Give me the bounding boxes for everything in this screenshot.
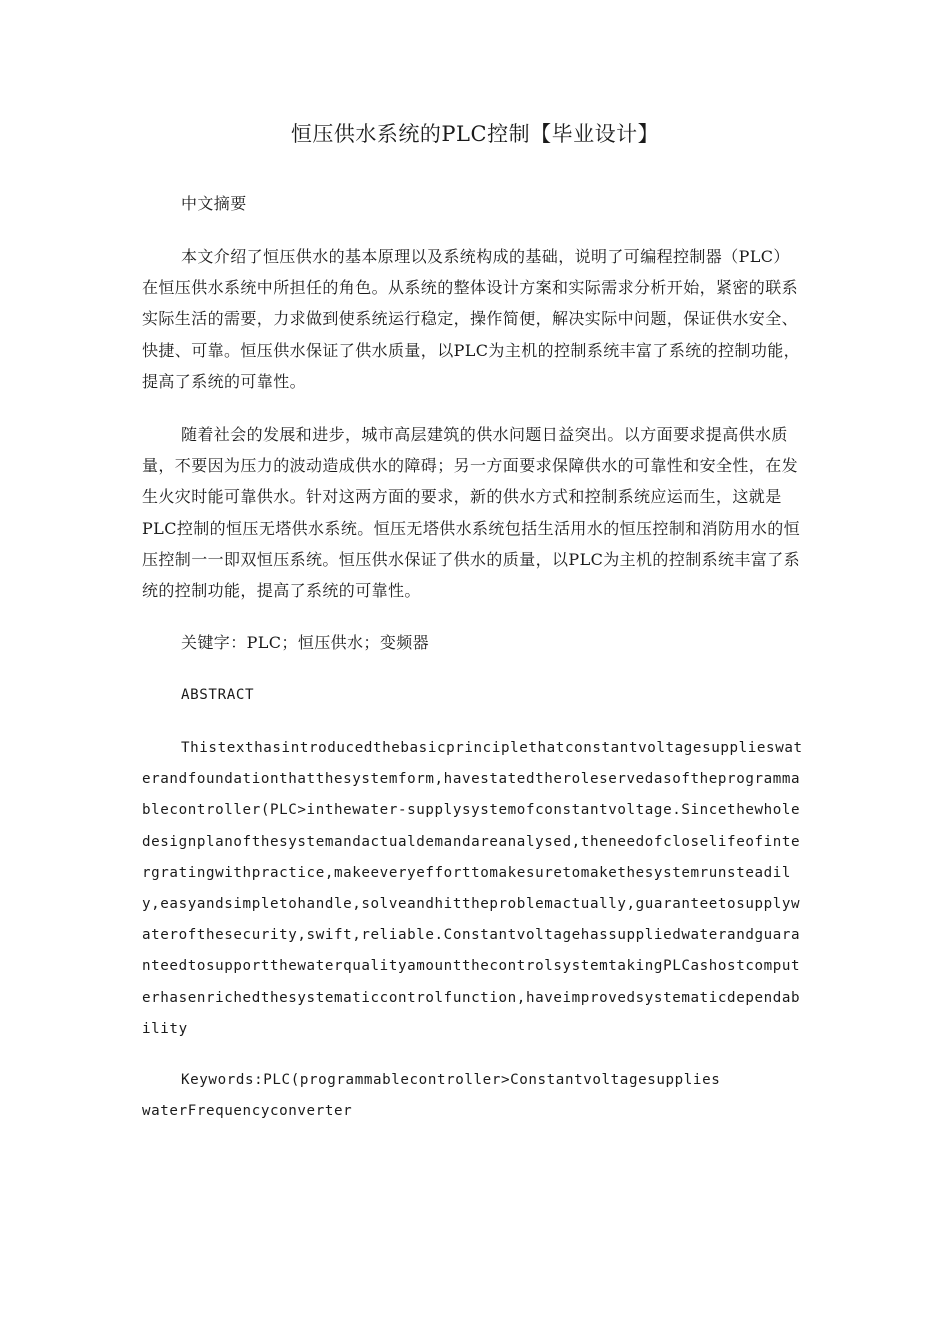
en-abstract-heading: ABSTRACT: [181, 687, 255, 703]
document-title: 恒压供水系统的PLC控制【毕业设计】: [290, 122, 660, 146]
en-abstract-paragraph: Thistexthasintroducedthebasicprinciplethatconstantvoltagesupplieswaterandfoundationthatthesystemform,havestatedtheroleservedasoftheprogrammablecontroller(PLC>inthewater-supplysystemofconstantvoltage.Sincethewholedesignplanofthesystemandactualdemandareanalysed,theneedofcloselifeofintergratingwithpractice,makeeveryefforttomakesuretomakethesystemrunsteadily,easyandsimpletohandle,solveandhittheproblemactually,guaranteetosupplywaterofthesecurity,swift,reliable.ConstantvoltagehassuppliedwaterandguaranteedtosupportthewaterqualityamountthecontrolsystemtakingPLCashostcomputerhasenrichedthesystematiccontrolfunction,haveimprovedsystematicdependability: [142, 740, 803, 1037]
cn-abstract-paragraph-2: 随着社会的发展和进步，城市高层建筑的供水问题日益突出。以方面要求提高供水质量，不要因为压力的波动造成供水的障碍；另一方面要求保障供水的可靠性和安全性，在发生火灾时能可靠供水。针对这两方面的要求，新的供水方式和控制系统应运而生，这就是PLC控制的恒压无塔供水系统。恒压无塔供水系统包括生活用水的恒压控制和消防用水的恒压控制一一即双恒压系统。恒压供水保证了供水的质量，以PLC为主机的控制系统丰富了系统的控制功能，提高了系统的可靠性。: [142, 425, 801, 601]
en-keywords-line-1: Keywords:PLC(programmablecontroller>Constantvoltagesupplies: [181, 1072, 721, 1088]
en-keywords-line-2: waterFrequencyconverter: [142, 1103, 353, 1119]
cn-abstract-heading: 中文摘要: [181, 194, 247, 213]
cn-keywords: 关键字：PLC；恒压供水；变频器: [181, 633, 430, 652]
cn-abstract-paragraph-1: 本文介绍了恒压供水的基本原理以及系统构成的基础，说明了可编程控制器（PLC）在恒压供水系统中所担任的角色。从系统的整体设计方案和实际需求分析开始，紧密的联系实际生活的需要，力求做到使系统运行稳定，操作简便，解决实际中问题，保证供水安全、快捷、可靠。恒压供水保证了供水质量，以PLC为主机的控制系统丰富了系统的控制功能，提高了系统的可靠性。: [142, 247, 801, 391]
